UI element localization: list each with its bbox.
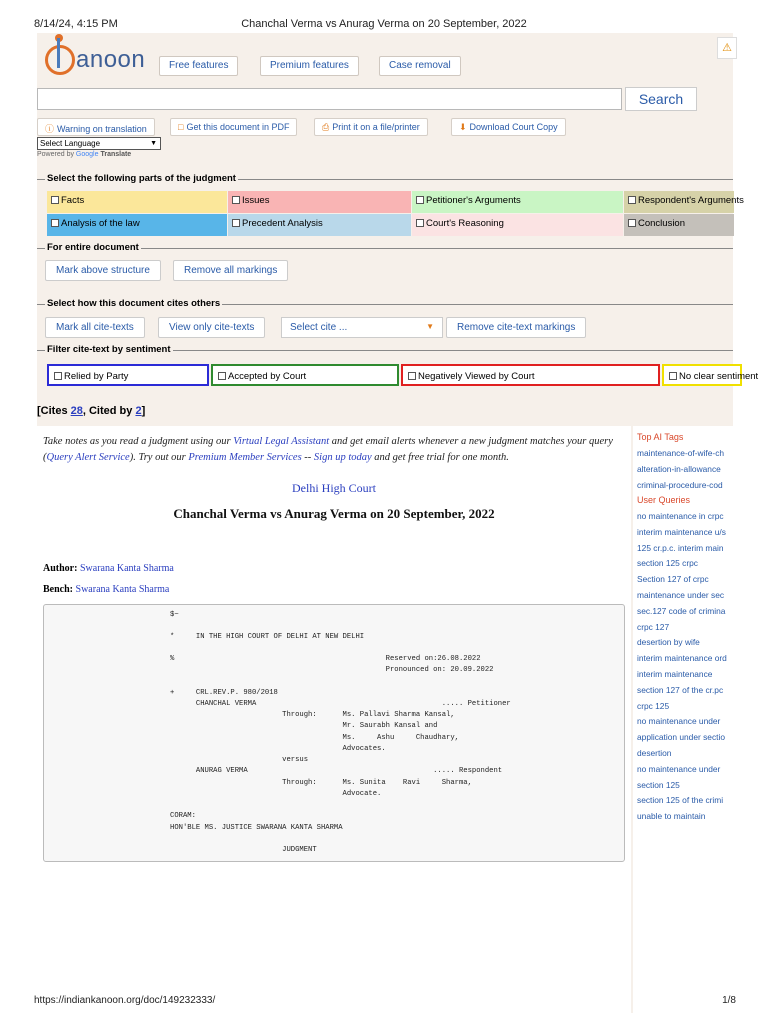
judgment-line: Advocates. bbox=[170, 745, 386, 753]
user-query-link[interactable]: section 125 bbox=[637, 779, 680, 790]
sign-up-link[interactable]: Sign up today bbox=[313, 452, 372, 463]
author-link[interactable]: Swarana Kanta Sharma bbox=[79, 563, 174, 574]
view-only-cite-button[interactable]: View only cite-texts bbox=[158, 317, 265, 338]
logo-k-icon bbox=[45, 45, 75, 75]
ai-tag-link[interactable]: criminal-procedure-cod bbox=[637, 480, 723, 490]
structure-option[interactable] bbox=[412, 214, 623, 236]
checkbox[interactable] bbox=[669, 372, 677, 380]
checkbox[interactable] bbox=[416, 219, 424, 227]
checkbox[interactable] bbox=[628, 219, 636, 227]
cites-suffix: ] bbox=[141, 405, 146, 417]
author-label: Author bbox=[43, 563, 75, 574]
sentiment-filter[interactable] bbox=[211, 364, 399, 386]
ai-tag-link[interactable]: alteration-in-allowance bbox=[637, 464, 721, 474]
judgment-line: * IN THE HIGH COURT OF DELHI AT NEW DELHI bbox=[170, 633, 365, 641]
sentiment-filter-label: Negatively Viewed by Court bbox=[418, 371, 535, 382]
user-queries-heading: User Queries bbox=[637, 495, 691, 505]
judgment-line: % Reserved on:26.08.2022 bbox=[170, 655, 481, 663]
entire-doc-fieldset bbox=[37, 242, 733, 253]
ai-tag-link[interactable]: maintenance-of-wife-ch bbox=[637, 448, 725, 458]
structure-option[interactable] bbox=[228, 214, 411, 236]
promo-note bbox=[43, 434, 628, 466]
judgment-line: Mr. Saurabh Kansal and bbox=[170, 722, 438, 730]
note-text-2: and get email alerts whenever a new judgment matches your query ( bbox=[43, 436, 613, 463]
print-button[interactable] bbox=[314, 118, 428, 136]
download-label: Download Court Copy bbox=[469, 122, 558, 132]
user-query-link[interactable]: interim maintenance ord bbox=[637, 653, 727, 664]
structure-option-label: Petitioner's Arguments bbox=[426, 195, 521, 206]
cites-line bbox=[37, 405, 145, 417]
judgment-main bbox=[37, 426, 631, 1016]
powered-by-label: Powered by bbox=[37, 151, 74, 158]
pdf-button[interactable] bbox=[170, 118, 297, 136]
structure-option-label: Respondent's Arguments bbox=[638, 195, 744, 206]
pdf-label: Get this document in PDF bbox=[186, 122, 290, 132]
doc-title: Chanchal Verma vs Anurag Verma on 20 September, 2022 bbox=[173, 506, 495, 521]
judgment-line: $~ bbox=[170, 611, 179, 619]
judgment-line: versus bbox=[170, 756, 309, 764]
warning-icon[interactable]: ⚠ bbox=[717, 37, 737, 59]
print-datetime: 8/14/24, 4:15 PM bbox=[34, 18, 118, 30]
query-alert-link[interactable]: Query Alert Service bbox=[46, 452, 130, 463]
structure-option[interactable] bbox=[624, 191, 744, 213]
warning-translation-button[interactable] bbox=[37, 118, 155, 136]
structure-option-label: Conclusion bbox=[638, 218, 685, 229]
remove-cite-markings-button[interactable]: Remove cite-text markings bbox=[446, 317, 586, 338]
structure-option-label: Precedent Analysis bbox=[242, 218, 323, 229]
premium-member-link[interactable]: Premium Member Services bbox=[188, 452, 302, 463]
bench-label: Bench bbox=[43, 584, 70, 595]
premium-features-button[interactable]: Premium features bbox=[260, 56, 359, 76]
entire-doc-legend: For entire document bbox=[47, 242, 139, 253]
user-query-link[interactable]: desertion bbox=[637, 748, 672, 758]
user-query-link[interactable]: crpc 125 bbox=[637, 700, 670, 711]
print-page-number: 1/8 bbox=[722, 995, 736, 1006]
sentiment-filter[interactable] bbox=[47, 364, 209, 386]
print-label: Print it on a file/printer bbox=[332, 122, 420, 132]
mark-structure-button[interactable]: Mark above structure bbox=[45, 260, 161, 281]
user-query-link[interactable]: unable to maintain bbox=[637, 811, 706, 822]
note-text-1: Take notes as you read a judgment using our bbox=[43, 436, 234, 447]
judgment-line: Advocate. bbox=[170, 790, 382, 798]
judgment-line: Pronounced on: 20.09.2022 bbox=[170, 666, 494, 674]
user-query-link[interactable]: 125 cr.p.c. interim main bbox=[637, 542, 724, 553]
structure-option-label: Issues bbox=[242, 195, 270, 206]
judgment-line: + CRL.REV.P. 980/2018 bbox=[170, 689, 278, 697]
checkbox[interactable] bbox=[232, 196, 240, 204]
cite-fieldset bbox=[37, 298, 733, 309]
print-url: https://indiankanoon.org/doc/149232333/ bbox=[34, 995, 216, 1006]
user-query-link[interactable]: section 125 crpc bbox=[637, 558, 698, 569]
sentiment-fieldset bbox=[37, 344, 733, 355]
sentiment-legend: Filter cite-text by sentiment bbox=[47, 344, 171, 355]
cites-link[interactable]: 28 bbox=[70, 405, 83, 417]
user-query-link[interactable]: no maintenance under bbox=[637, 763, 721, 774]
remove-markings-button[interactable]: Remove all markings bbox=[173, 260, 288, 281]
download-court-copy-button[interactable] bbox=[451, 118, 566, 136]
sentiment-filter-label: No clear sentiment bbox=[679, 371, 759, 382]
structure-option-label: Court's Reasoning bbox=[426, 218, 504, 229]
cite-legend: Select how this document cites others bbox=[47, 298, 221, 309]
search-button[interactable]: Search bbox=[625, 87, 697, 111]
checkbox[interactable] bbox=[51, 219, 59, 227]
user-query-link[interactable]: section 125 of the crimi bbox=[637, 795, 724, 806]
sentiment-filter-label: Relied by Party bbox=[64, 371, 129, 382]
structure-option[interactable] bbox=[624, 214, 734, 236]
judgment-line: CHANCHAL VERMA ..... Petitioner bbox=[170, 700, 511, 708]
note-text-5: and get free trial for one month. bbox=[371, 452, 509, 463]
structure-option-label: Facts bbox=[61, 195, 85, 206]
checkbox[interactable] bbox=[416, 196, 424, 204]
structure-fieldset bbox=[37, 173, 733, 184]
user-query-link[interactable]: no maintenance in crpc bbox=[637, 511, 724, 521]
bench-line: Bench: Swarana Kanta Sharma bbox=[43, 584, 170, 595]
checkbox[interactable] bbox=[232, 219, 240, 227]
structure-option[interactable] bbox=[412, 191, 623, 213]
user-query-link[interactable]: sec.127 code of crimina bbox=[637, 605, 726, 616]
court-name: Delhi High Court bbox=[292, 481, 376, 495]
judgment-line: Ms. Ashu Chaudhary, bbox=[170, 734, 459, 742]
indian-kanoon-page bbox=[37, 33, 759, 1013]
judgment-line: HON'BLE MS. JUSTICE SWARANA KANTA SHARMA bbox=[170, 824, 343, 832]
judgment-line: ANURAG VERMA ..... Respondent bbox=[170, 767, 503, 775]
select-cite-value: Select cite ... bbox=[290, 322, 348, 333]
ai-tags-heading: Top AI Tags bbox=[637, 432, 684, 442]
printer-icon: ⎙ bbox=[322, 122, 330, 132]
checkbox[interactable] bbox=[51, 196, 59, 204]
user-query-link[interactable]: interim maintenance u/s bbox=[637, 526, 726, 537]
user-query-link[interactable]: crpc 127 bbox=[637, 621, 670, 632]
sentiment-filter[interactable] bbox=[401, 364, 660, 386]
sentiment-filter[interactable] bbox=[662, 364, 759, 386]
structure-option[interactable] bbox=[228, 191, 411, 213]
user-query-link[interactable]: section 127 of the cr.pc bbox=[637, 684, 724, 695]
pdf-icon: □ bbox=[178, 122, 184, 132]
structure-legend: Select the following parts of the judgment bbox=[47, 173, 236, 184]
warning-translation-label: Warning on translation bbox=[57, 124, 147, 134]
powered-by-google bbox=[37, 151, 131, 158]
search-input[interactable] bbox=[37, 88, 622, 110]
translate-link[interactable]: Translate bbox=[100, 151, 132, 158]
cites-prefix: [Cites bbox=[37, 405, 71, 417]
sentiment-filter-label: Accepted by Court bbox=[228, 371, 307, 382]
judgment-line: Through: Ms. Sunita Ravi Sharma, bbox=[170, 779, 472, 787]
info-icon: ⓘ bbox=[45, 124, 55, 134]
chevron-down-icon: ▼ bbox=[150, 140, 157, 147]
user-query-link[interactable]: no maintenance under bbox=[637, 716, 721, 727]
user-query-link[interactable]: Section 127 of crpc bbox=[637, 574, 709, 585]
user-query-link[interactable]: application under sectio bbox=[637, 732, 725, 743]
structure-option-label: Analysis of the law bbox=[61, 218, 140, 229]
user-query-link[interactable]: interim maintenance bbox=[637, 669, 713, 679]
bench-link[interactable]: Swarana Kanta Sharma bbox=[75, 584, 170, 595]
chevron-down-icon: ▼ bbox=[426, 322, 434, 331]
checkbox[interactable] bbox=[218, 372, 226, 380]
judgment-line: Through: Ms. Pallavi Sharma Kansal, bbox=[170, 711, 455, 719]
mark-all-cite-button[interactable]: Mark all cite-texts bbox=[45, 317, 145, 338]
language-select[interactable] bbox=[37, 137, 161, 150]
right-sidebar bbox=[633, 426, 733, 1016]
download-icon: ⬇ bbox=[459, 122, 467, 132]
free-features-button[interactable]: Free features bbox=[159, 56, 238, 76]
structure-option[interactable] bbox=[47, 214, 227, 236]
judgment-line: JUDGMENT bbox=[170, 846, 317, 854]
kanoon-logo[interactable] bbox=[45, 45, 145, 75]
language-select-value: Select Language bbox=[40, 139, 101, 148]
select-cite-dropdown[interactable] bbox=[281, 317, 443, 338]
note-text-3: ). Try out our bbox=[129, 452, 189, 463]
note-text-4: -- bbox=[301, 452, 314, 463]
user-query-link[interactable]: desertion by wife bbox=[637, 637, 700, 648]
cited-by-label: , Cited by bbox=[82, 405, 136, 417]
checkbox[interactable] bbox=[628, 196, 636, 204]
structure-option[interactable] bbox=[47, 191, 227, 213]
checkbox[interactable] bbox=[54, 372, 62, 380]
author-line: Author: Swarana Kanta Sharma bbox=[43, 563, 174, 574]
user-query-link[interactable]: maintenance under sec bbox=[637, 590, 725, 600]
logo-text: anoon bbox=[76, 46, 146, 73]
judgment-preformatted bbox=[43, 604, 625, 862]
judgment-line: CORAM: bbox=[170, 812, 196, 820]
virtual-legal-assistant-link[interactable]: Virtual Legal Assistant bbox=[233, 436, 330, 447]
cited-by-link[interactable]: 2 bbox=[135, 405, 142, 417]
checkbox[interactable] bbox=[408, 372, 416, 380]
google-logo-text: Google bbox=[75, 151, 99, 158]
print-title: Chanchal Verma vs Anurag Verma on 20 September, 2022 bbox=[241, 18, 527, 30]
case-removal-button[interactable]: Case removal bbox=[379, 56, 461, 76]
